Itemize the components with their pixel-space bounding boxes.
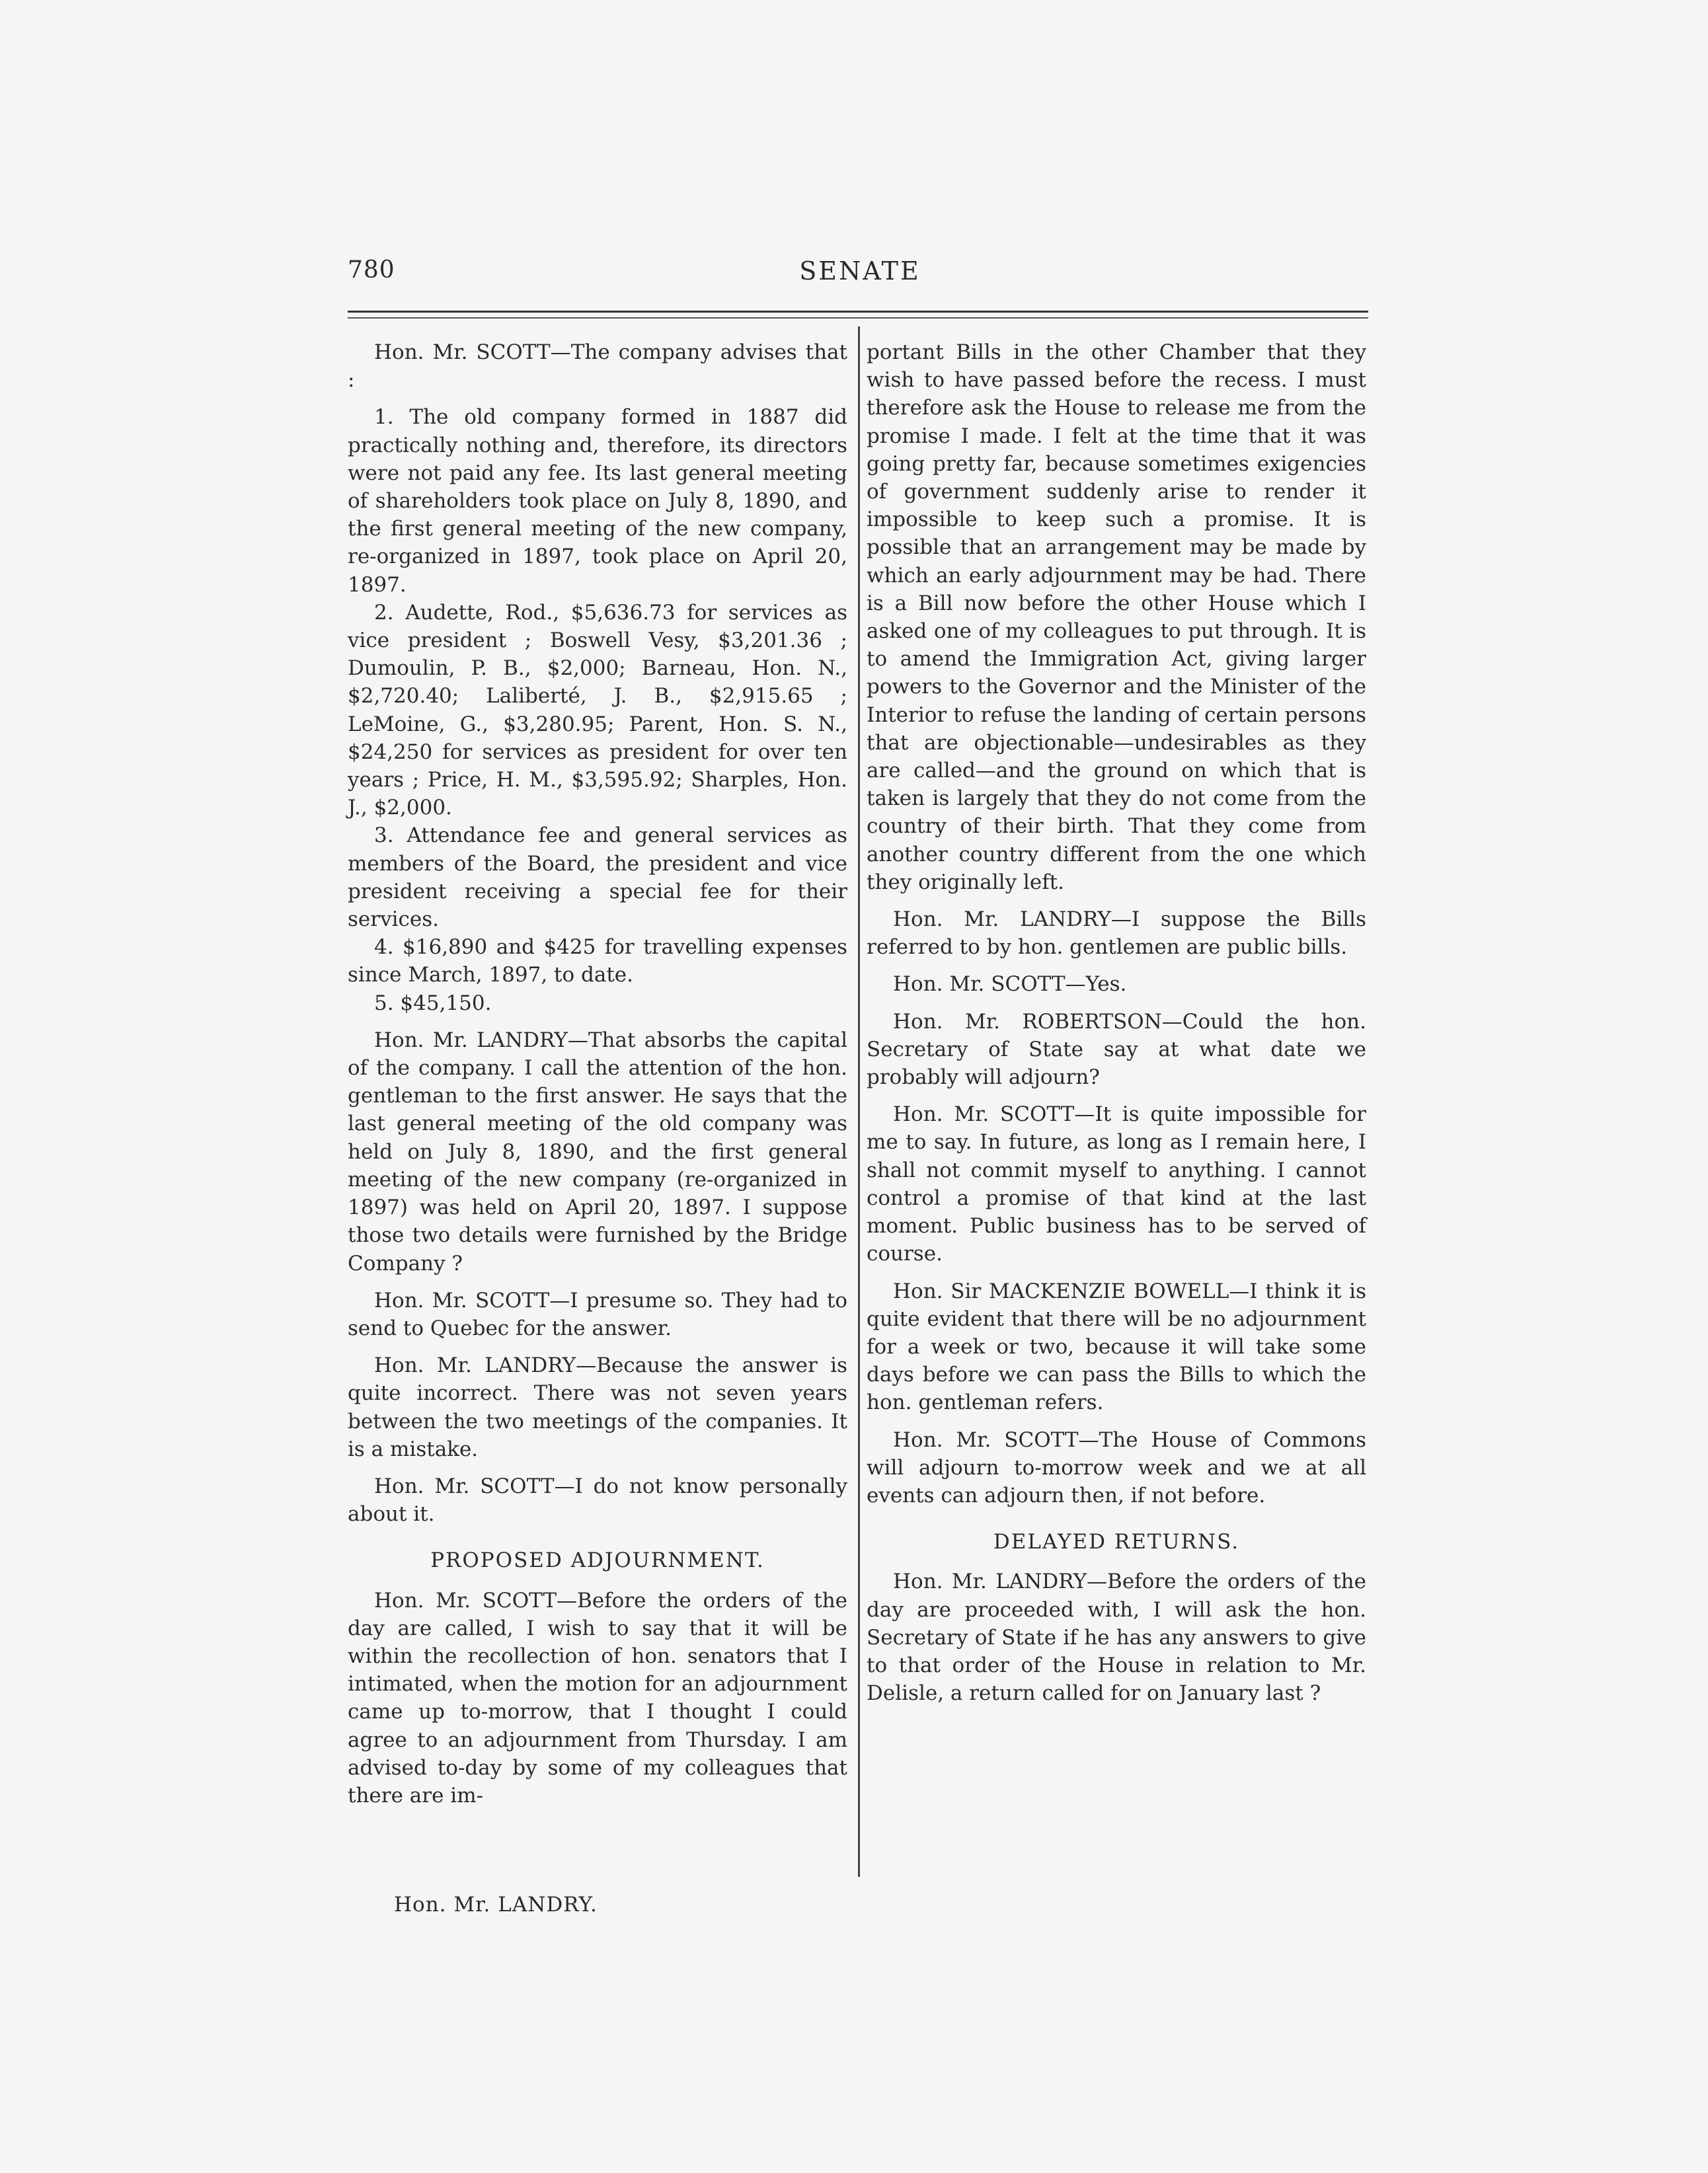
list-item: 5. $45,150. [374, 991, 492, 1015]
left-column [348, 338, 847, 1810]
header-rule [348, 311, 1368, 313]
paragraph: Hon. Mr. SCOTT—It is quite impossible for me to say. In future, as long as I remain here, I shall not commit myself to anything. I cannot control a promise of that kind at the last moment. Public business has to be served of course. [867, 1102, 1366, 1266]
paragraph: Hon. Mr. ROBERTSON—Could the hon. Secretary of State say at what date we probably will adjourn? [867, 1009, 1366, 1090]
list-item: 4. $16,890 and $425 for travelling expenses since March, 1897, to date. [348, 935, 847, 987]
list-item: 1. The old company formed in 1887 did practically nothing and, therefore, its directors were not paid any fee. Its last general meeting of shareholders took place on July 8, 1890, and the first general meeting of the new company, re-organized in 1897, took place on April 20, 1897. [348, 405, 847, 597]
catchword: Hon. Mr. LANDRY. [394, 1893, 598, 1917]
paragraph: portant Bills in the other Chamber that they wish to have passed before the recess. I must therefore ask the House to release me from the promise I made. I felt at the time that it was going pretty far, because sometimes exigencies of government suddenly arise to render it impossible to keep such a promise. It is possible that an arrangement may be made by which an early adjournment may be had. There is a Bill now before the other House which I asked one of my colleagues to put through. It is to amend the Immigration Act, giving larger powers to the Governor and the Minister of the Interior to refuse the landing of certain persons that are objectionable—undesirables as they are called—and the ground on which that is taken is largely that they do not come from the country of their birth. That they come from another country different from the one which they originally left. [867, 340, 1366, 894]
header-rule-secondary [348, 317, 1368, 319]
paragraph: Hon. Mr. SCOTT—The House of Commons will adjourn to-morrow week and we at all events can adjourn then, if not before. [867, 1428, 1366, 1507]
page-number: 780 [348, 256, 395, 284]
section-heading: PROPOSED ADJOURNMENT. [430, 1548, 765, 1573]
running-head: SENATE [799, 256, 921, 286]
paragraph: Hon. Mr. LANDRY—I suppose the Bills referred to by hon. gentlemen are public bills. [867, 907, 1366, 960]
list-item: 2. Audette, Rod., $5,636.73 for services as vice president ; Boswell Vesy, $3,201.36 ; Dumoulin, P. B., $2,000; Barneau, Hon. N., $2,720.40; Laliberté, J. B., $2,915.65 ; LeMoine, G., $3,280.95; Parent, Hon. S. N., $24,250 for services as president for over ten years ; Price, H. M., $3,595.92; Sharples, Hon. J., $2,000. [348, 600, 847, 820]
paragraph: Hon. Mr. LANDRY—That absorbs the capital of the company. I call the attention of the hon. gentleman to the first answer. He says that the last general meeting of the old company was held on July 8, 1890, and the first general meeting of the new company (re-organized in 1897) was held on April 20, 1897. I suppose those two details were furnished by the Bridge Company ? [348, 1028, 847, 1276]
section-heading: DELAYED RETURNS. [993, 1530, 1240, 1554]
paragraph: Hon. Sir MACKENZIE BOWELL—I think it is quite evident that there will be no adjournment for a week or two, because it will take some days before we can pass the Bills to which the hon. gentleman refers. [867, 1279, 1366, 1415]
paragraph: Hon. Mr. SCOTT—The company advises that : [348, 340, 847, 393]
paragraph: Hon. Mr. LANDRY—Before the orders of the day are proceeded with, I will ask the hon. Secretary of State if he has any answers to give to that order of the House in relation to Mr. Delisle, a return called for on January last ? [867, 1570, 1366, 1706]
paragraph: Hon. Mr. SCOTT—I presume so. They had to send to Quebec for the answer. [348, 1288, 847, 1340]
list-item: 3. Attendance fee and general services as members of the Board, the president and vice president receiving a special fee for their services. [348, 823, 847, 932]
paragraph: Hon. Mr. SCOTT—Before the orders of the day are called, I wish to say that it will be within the recollection of hon. senators that I intimated, when the motion for an adjournment came up to-morrow, that I thought I could agree to an adjournment from Thursday. I am advised to-day by some of my colleagues that there are im- [348, 1588, 847, 1808]
column-divider [858, 326, 860, 1877]
right-column [867, 338, 1366, 1707]
paragraph: Hon. Mr. SCOTT—I do not know personally about it. [348, 1474, 847, 1527]
paragraph: Hon. Mr. LANDRY—Because the answer is quite incorrect. There was not seven years between the two meetings of the companies. It is a mistake. [348, 1353, 847, 1461]
paragraph: Hon. Mr. SCOTT—Yes. [893, 972, 1127, 997]
